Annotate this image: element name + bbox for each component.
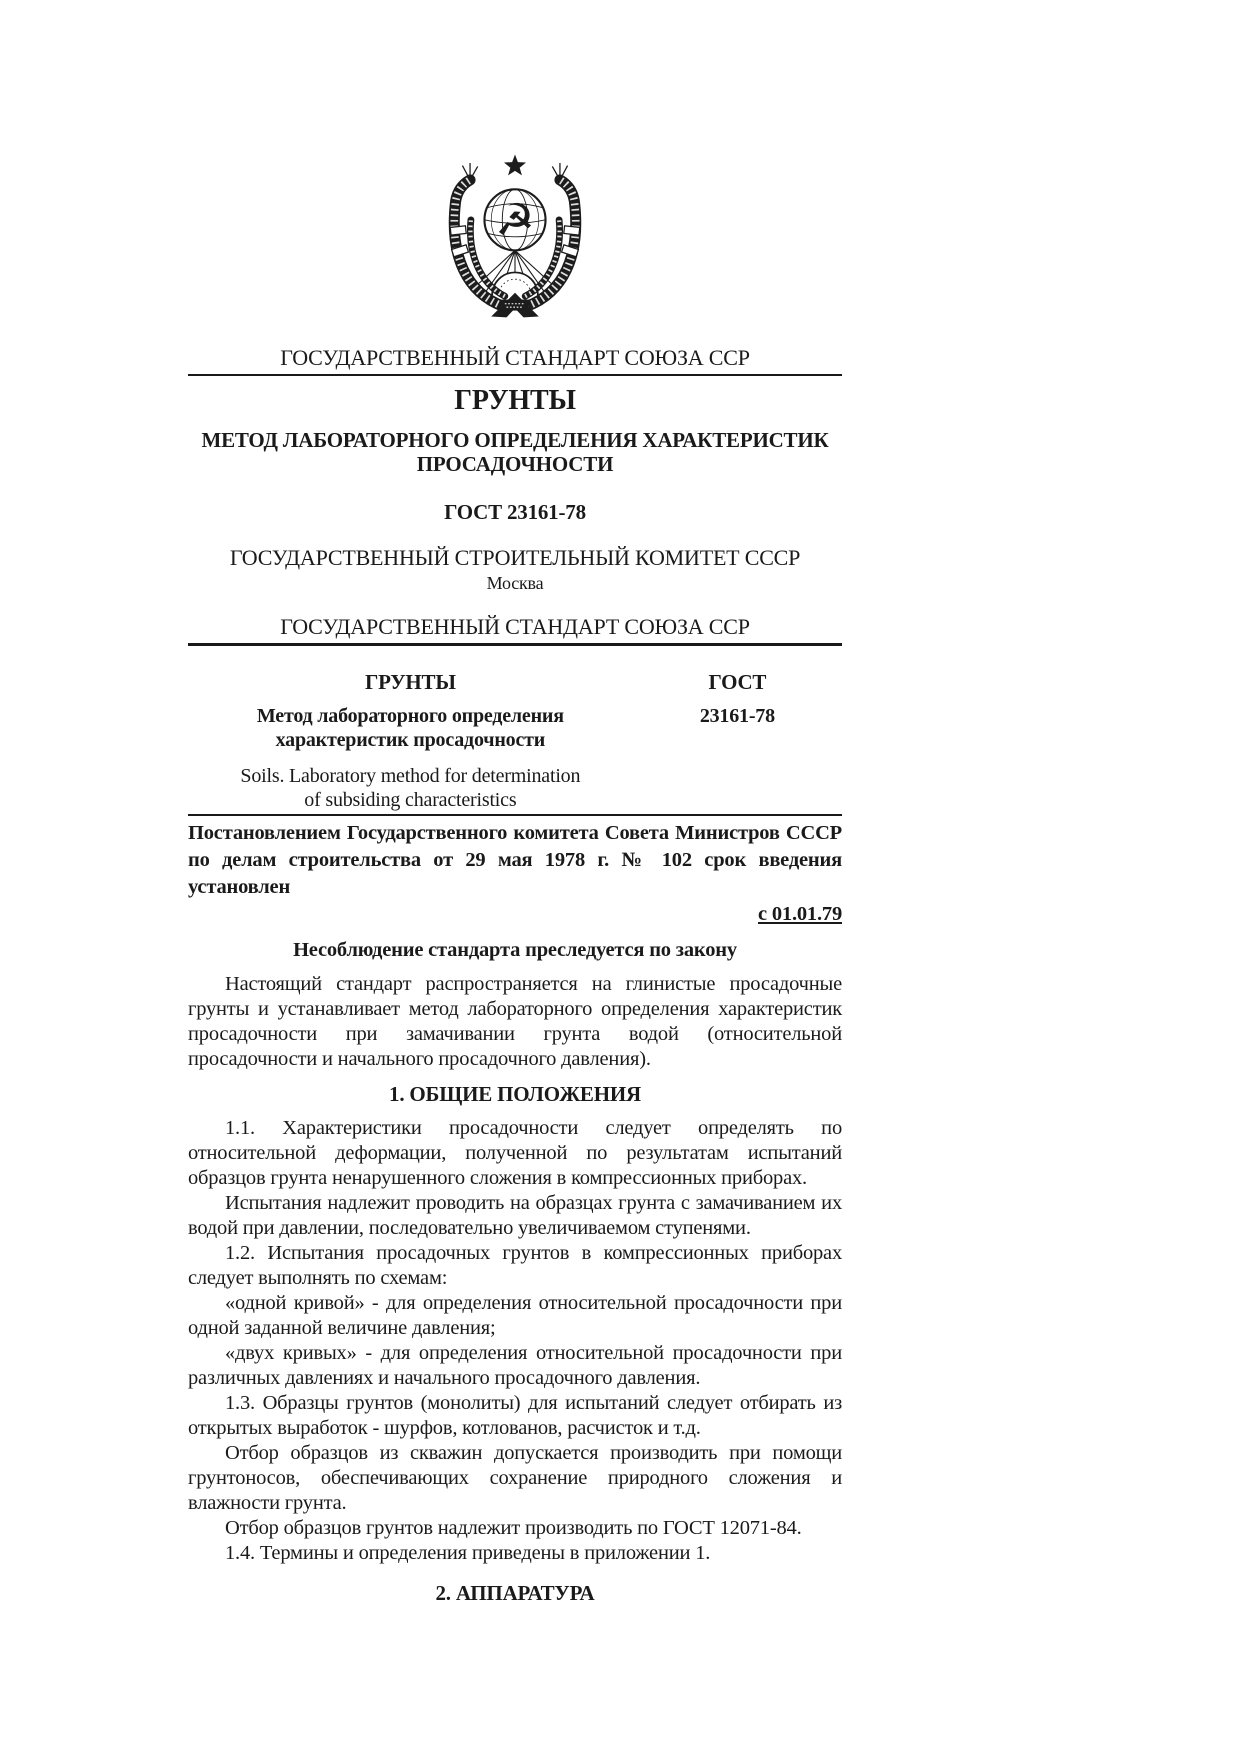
gost-label: ГОСТ [708, 670, 767, 694]
gost-number: 23161-78 [699, 705, 775, 727]
effective-date: с 01.01.79 [758, 903, 842, 925]
paragraph-1-3a: Отбор образцов из скважин допускается производить при помощи грунтоносов, обеспечивающих сохранение природного сложения и влажности грунта. [188, 1442, 842, 1514]
paragraph-1-3b: Отбор образцов грунтов надлежит производить по ГОСТ 12071-84. [225, 1517, 802, 1539]
section-1-heading: 1. ОБЩИЕ ПОЛОЖЕНИЯ [389, 1082, 641, 1106]
paragraph-1-4: 1.4. Термины и определения приведены в приложении 1. [225, 1542, 711, 1564]
method-line-1: Метод лабораторного определения [256, 705, 564, 727]
committee-name: ГОСУДАРСТВЕННЫЙ СТРОИТЕЛЬНЫЙ КОМИТЕТ СССР [229, 545, 801, 570]
paragraph-1-3: 1.3. Образцы грунтов (монолиты) для испытаний следует отбирать из открытых выработок - шурфов, котлованов, расчисток и т.д. [188, 1392, 842, 1439]
decree-text: Постановлением Государственного комитета Совета Министров СССР по делам строительства от 29 мая 1978 г. № 102 срок введения установлен [188, 822, 842, 898]
soviet-emblem-graphic [430, 152, 600, 325]
city-name: Москва [486, 573, 544, 593]
law-notice: Несоблюдение стандарта преследуется по закону [293, 939, 737, 961]
title-block-method [188, 704, 633, 752]
divider-decree [188, 814, 842, 816]
soviet-coat-of-arms [430, 152, 600, 330]
title-block-left [188, 670, 633, 812]
english-line-1: Soils. Laboratory method for determination [240, 765, 581, 787]
subtitle-line-2: ПРОСАДОЧНОСТИ [416, 452, 614, 476]
paragraph-1-1: 1.1. Характеристики просадочности следует определять по относительной деформации, полученной по результатам испытаний образцов грунта ненарушенного сложения в компрессионных приборах. [188, 1117, 842, 1189]
paragraph-1-2: 1.2. Испытания просадочных грунтов в компрессионных приборах следует выполнять по схемам: [188, 1242, 842, 1289]
star-icon [504, 155, 526, 176]
title-block-subject: ГРУНТЫ [364, 670, 456, 694]
state-standard-header: ГОСУДАРСТВЕННЫЙ СТАНДАРТ СОЮЗА ССР [280, 345, 750, 370]
section-2-heading: 2. АППАРАТУРА [435, 1581, 595, 1605]
state-standard-header-repeat: ГОСУДАРСТВЕННЫЙ СТАНДАРТ СОЮЗА ССР [280, 614, 750, 639]
subtitle-line-1: МЕТОД ЛАБОРАТОРНОГО ОПРЕДЕЛЕНИЯ ХАРАКТЕРИСТИК [201, 428, 829, 452]
hammer-sickle-icon: ☭ [495, 195, 535, 247]
paragraph-1-2a: «одной кривой» - для определения относительной просадочности при одной заданной величине давления; [188, 1292, 842, 1339]
document-subtitle [188, 428, 842, 476]
english-title [188, 764, 633, 812]
method-line-2: характеристик просадочности [275, 729, 546, 751]
content-column [188, 0, 842, 1615]
paragraph-1-2b: «двух кривых» - для определения относительной просадочности при различных давлениях и начального просадочного давления. [188, 1342, 842, 1389]
divider-thick [188, 643, 842, 646]
title-block-right [633, 670, 842, 812]
title-block [188, 670, 842, 812]
intro-paragraph: Настоящий стандарт распространяется на глинистые просадочные грунты и устанавливает метод лабораторного определения характеристик просадочности при замачивании грунта водой (относительной просадочности и начального просадочного давления). [188, 973, 842, 1070]
paragraph-1-1b: Испытания надлежит проводить на образцах грунта с замачиванием их водой при давлении, последовательно увеличиваемом ступенями. [188, 1192, 842, 1239]
divider-top [188, 374, 842, 376]
english-line-2: of subsiding characteristics [304, 789, 517, 811]
document-title: ГРУНТЫ [454, 385, 576, 416]
standard-number: ГОСТ 23161-78 [444, 500, 586, 524]
